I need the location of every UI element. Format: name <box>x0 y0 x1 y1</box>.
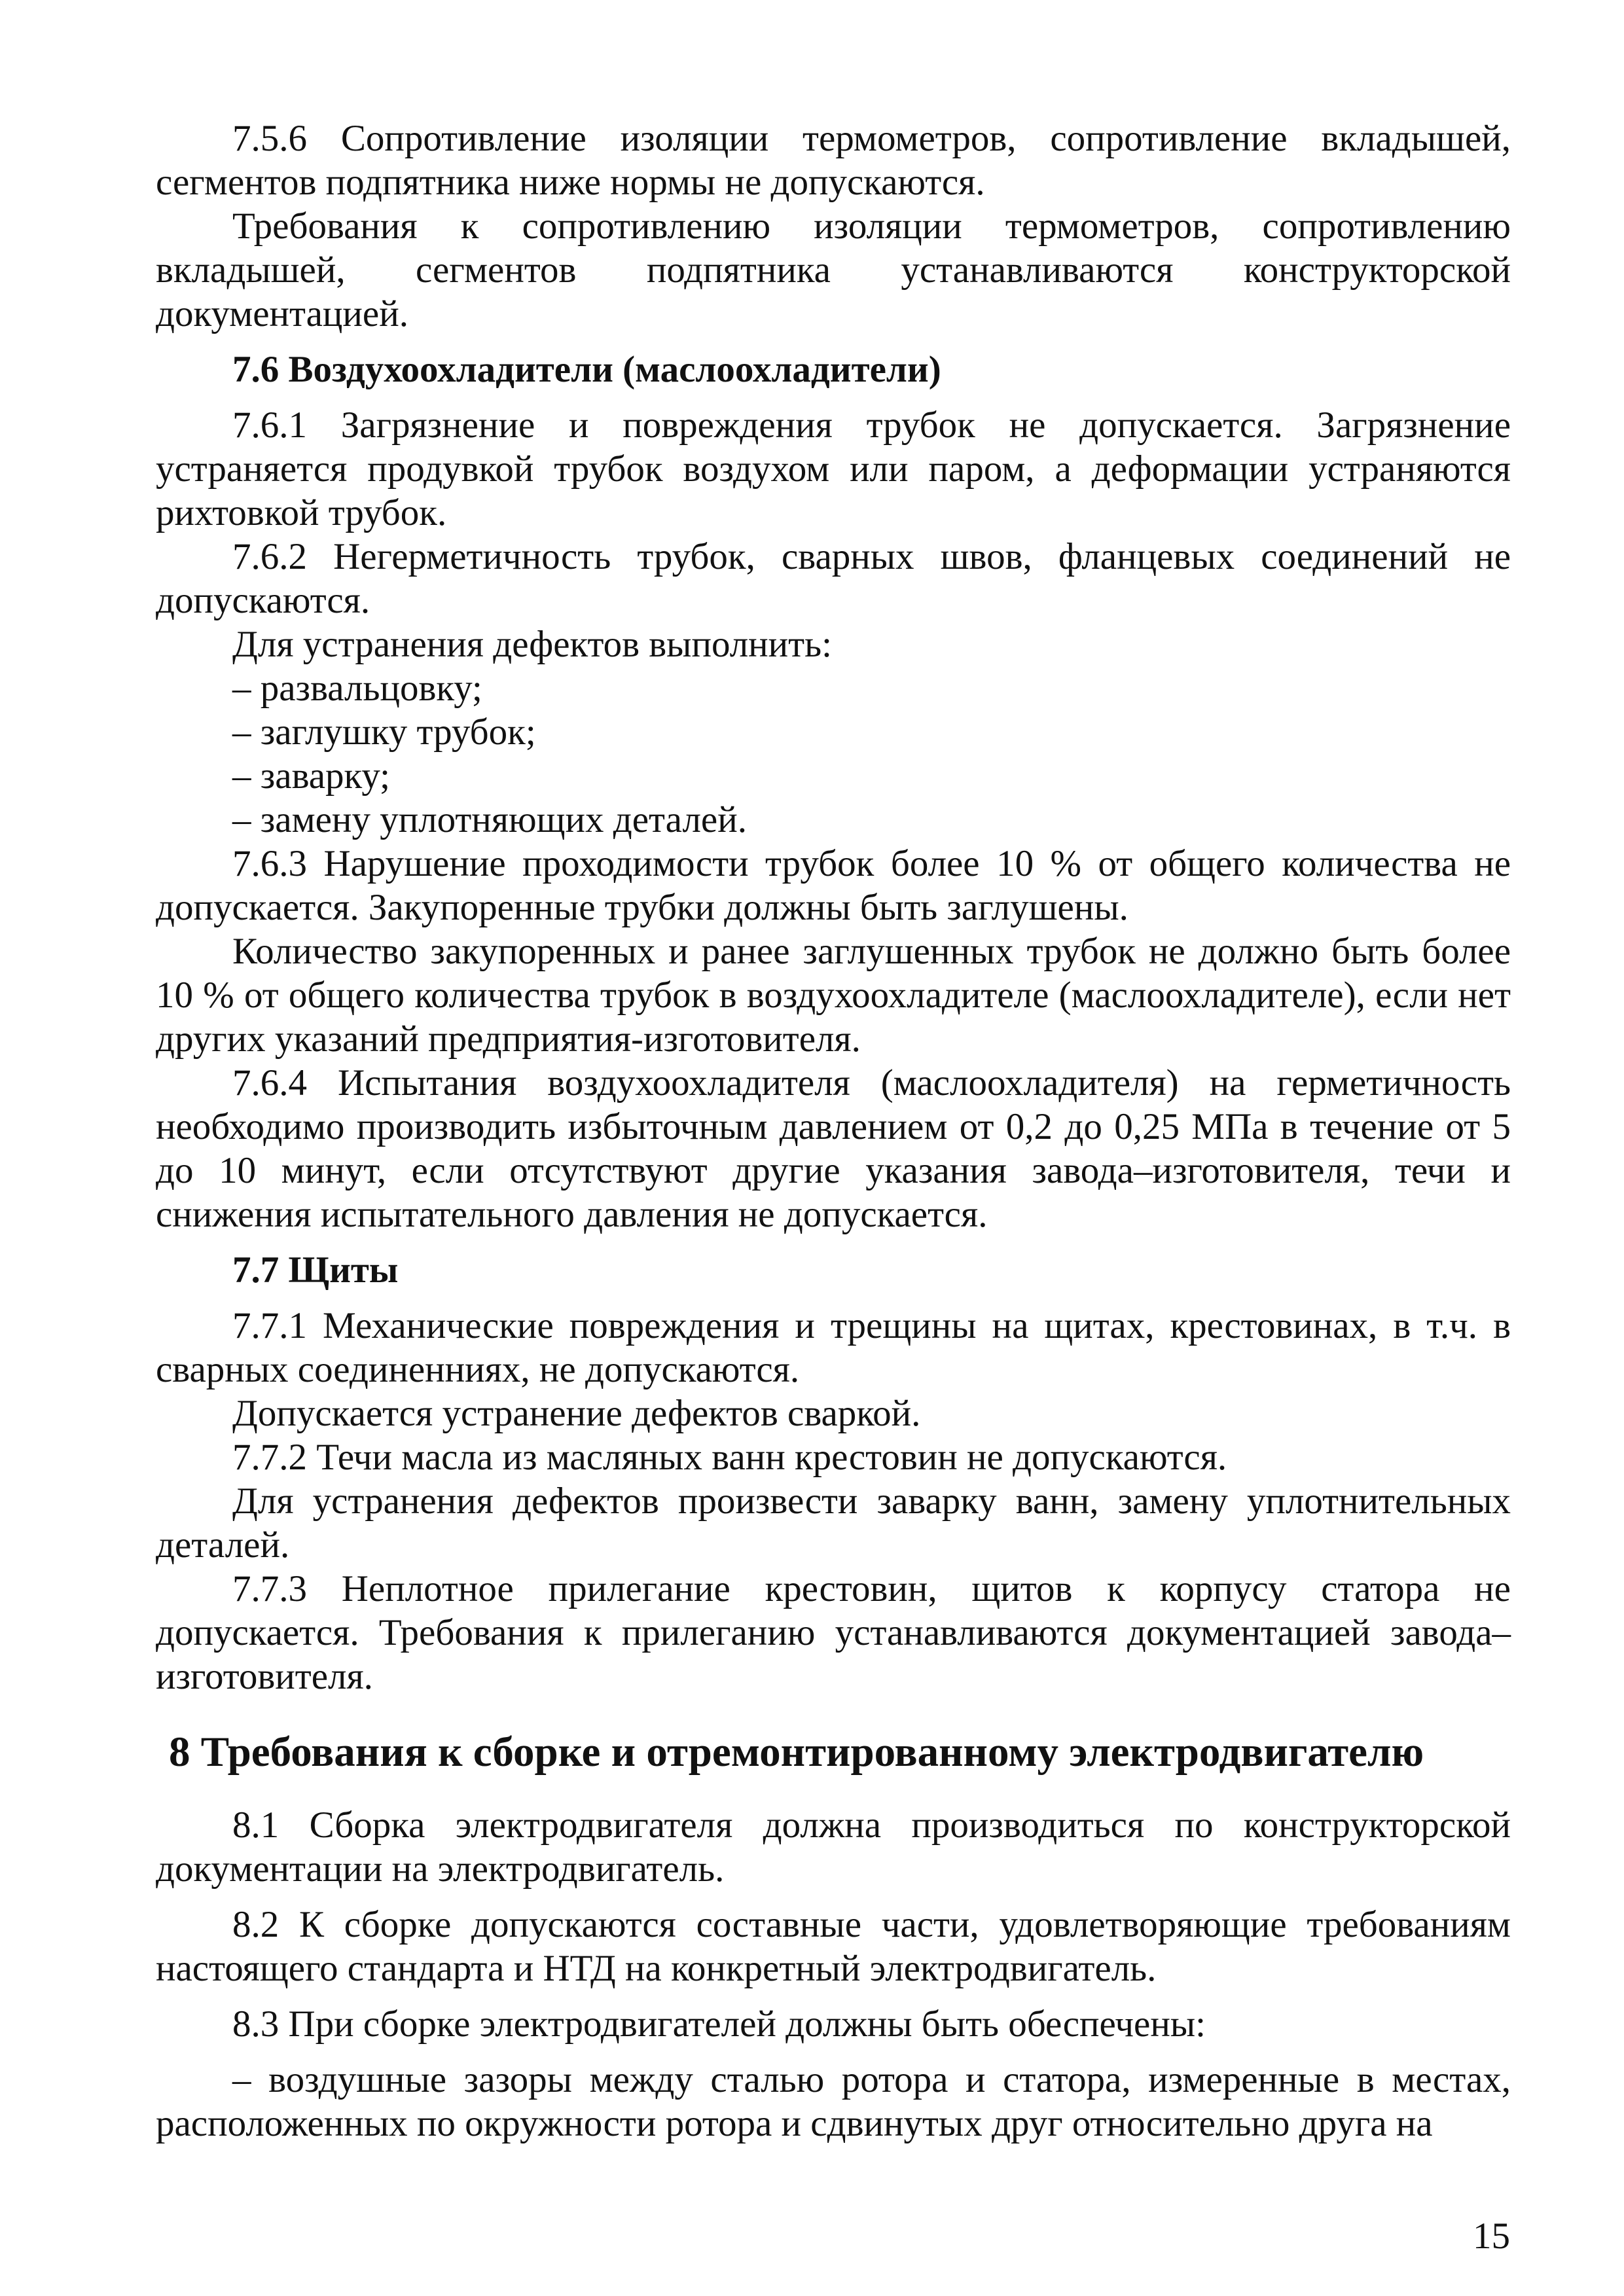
document-page <box>156 117 1511 2145</box>
paragraph-8-3: 8.3 При сборке электродвигателей должны быть обеспечены: <box>232 2003 1206 2045</box>
page-number: 15 <box>1473 2215 1510 2257</box>
paragraph-7-7-1: 7.7.1 Механические повреждения и трещины на щитах, крестовинах, в т.ч. в сварных соединенниях, не допускаются. <box>156 1305 1511 1390</box>
list-item: – заглушку трубок; <box>232 711 536 753</box>
heading-7-7: 7.7 Щиты <box>232 1249 399 1291</box>
list-item-8-3-air-gaps: – воздушные зазоры между сталью ротора и статора, измеренные в местах, расположенных по окружности ротора и сдвинутых друг относительно друга на <box>156 2059 1511 2144</box>
paragraph-7-7-2-fix: Для устранения дефектов произвести заварку ванн, замену уплотнительных деталей. <box>156 1480 1511 1566</box>
heading-7-6: 7.6 Воздухоохладители (маслоохладители) <box>232 349 941 390</box>
paragraph-7-6-3-quantity: Количество закупоренных и ранее заглушенных трубок не должно быть более 10 % от общего количества трубок в воздухоохладителе (маслоохладителе), если нет других указаний предприятия-изготовителя. <box>156 931 1511 1060</box>
paragraph-7-6-1: 7.6.1 Загрязнение и повреждения трубок не допускается. Загрязнение устраняется продувкой трубок воздухом или паром, а деформации устраняются рихтовкой трубок. <box>156 404 1511 533</box>
paragraph-7-6-2-fix: Для устранения дефектов выполнить: <box>232 624 832 665</box>
paragraph-7-7-1-fix: Допускается устранение дефектов сваркой. <box>232 1393 921 1434</box>
paragraph-7-6-4: 7.6.4 Испытания воздухоохладителя (маслоохладителя) на герметичность необходимо производить избыточным давлением от 0,2 до 0,25 МПа в течение от 5 до 10 минут, если отсутствуют другие указания завода–изготовителя, течи и снижения испытательного давления не допускается. <box>156 1062 1511 1235</box>
paragraph-7-6-3: 7.6.3 Нарушение проходимости трубок более 10 % от общего количества не допускается. Закупоренные трубки должны быть заглушены. <box>156 843 1511 928</box>
paragraph-8-1: 8.1 Сборка электродвигателя должна производиться по конструкторской документации на электродвигатель. <box>156 1804 1511 1890</box>
paragraph-7-5-6: 7.5.6 Сопротивление изоляции термометров, сопротивление вкладышей, сегментов подпятника ниже нормы не допускаются. <box>156 118 1511 203</box>
list-item: – развальцовку; <box>232 668 482 709</box>
paragraph-7-6-2: 7.6.2 Негерметичность трубок, сварных швов, фланцевых соединений не допускаются. <box>156 536 1511 621</box>
paragraph-8-2: 8.2 К сборке допускаются составные части, удовлетворяющие требованиям настоящего стандарта и НТД на конкретный электродвигатель. <box>156 1904 1511 1989</box>
paragraph-7-5-6-requirements: Требования к сопротивлению изоляции термометров, сопротивлению вкладышей, сегментов подпятника устанавливаются конструкторской документацией. <box>156 206 1511 334</box>
list-item: – замену уплотняющих деталей. <box>232 799 747 840</box>
list-item: – заварку; <box>232 755 390 797</box>
section-heading-8: 8 Требования к сборке и отремонтированному электродвигателю <box>169 1729 1424 1776</box>
paragraph-7-7-3: 7.7.3 Неплотное прилегание крестовин, щитов к корпусу статора не допускается. Требования к прилеганию устанавливаются документацией завода–изготовителя. <box>156 1568 1511 1697</box>
paragraph-7-7-2: 7.7.2 Течи масла из масляных ванн крестовин не допускаются. <box>232 1437 1227 1478</box>
